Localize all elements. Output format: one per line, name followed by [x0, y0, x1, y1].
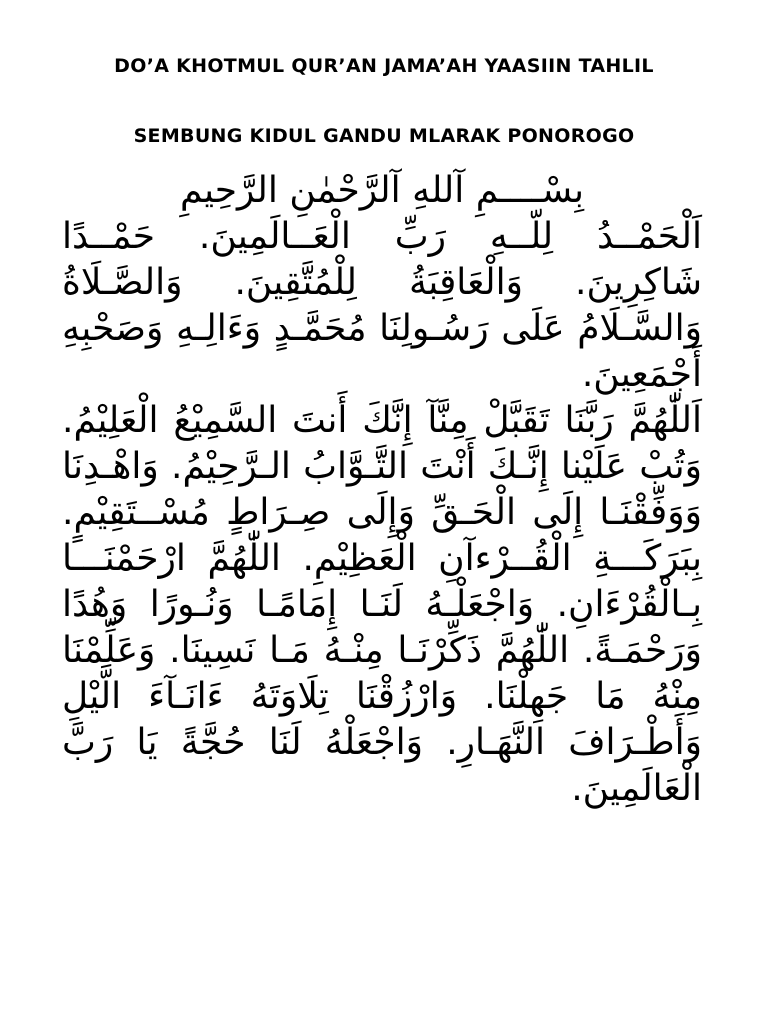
document-subtitle: SEMBUNG KIDUL GANDU MLARAK PONOROGO [133, 125, 635, 147]
document-title: DO’A KHOTMUL QUR’AN JAMA’AH YAASIIN TAHLIL [114, 55, 654, 77]
prayer-paragraph: اَللّٰهُمَّ رَبَّنَا تَقَبَّلْ مِنَّآ إِنَّكَ أَنتَ السَّمِيْعُ الْعَلِيْمُ. وَتُبْ عَلَيْنا إِنَّـكَ أَنْتَ التَّـوَّابُ الـرَّحِيْمُ. وَاهْـدِنَا وَوَفِّقْنَـا إِلَى الْحَـقِّ وَإِلَى صِـرَاطٍ مُسْــتَقِيْمٍ. بِبَرَكَـــةِ الْقُــرْءآنِ الْعَظِيْمِ. اللّٰهُمَّ ارْحَمْنَـــا بِـالْقُرْءَانِ. وَاجْعَلْـهُ لَنَـا إِمَامًـا وَنُـورًا وَهُدًا وَرَحْمَـةً. اللّٰهُمَّ ذَكِّرْنَـا مِنْـهُ مَـا نَسِينَا. وَعَلِّمْنَا مِنْهُ مَا جَهِلْنَا. وَارْزُقْنَا تِلَاوَتَهُ ءَانَـآءَ الَّيْلِ وَأَطْـرَافَ النَّهَـارِ. وَاجْعَلْهُ لَنَا حُجَّةً يَا رَبَّ الْعَالَمِينَ. [62, 400, 702, 809]
basmala-line: بِسْــــمِ آللهِ آلرَّحْمٰنِ الرَّحِيمِ [179, 170, 584, 211]
opening-paragraph: اَلْحَمْــدُ لِلّــهِ رَبِّ الْعَــالَمِينَ. حَمْــدًا شَاكِرِينَ. وَالْعَاقِبَةُ لِلْمُتَّقِينَ. وَالصَّـلَاةُ وَالسَّـلَامُ عَلَى رَسُـولِنَا مُحَمَّـدٍ وَءَالِـهِ وَصَحْبِهِ أَجْمَعِينَ. [62, 216, 702, 395]
